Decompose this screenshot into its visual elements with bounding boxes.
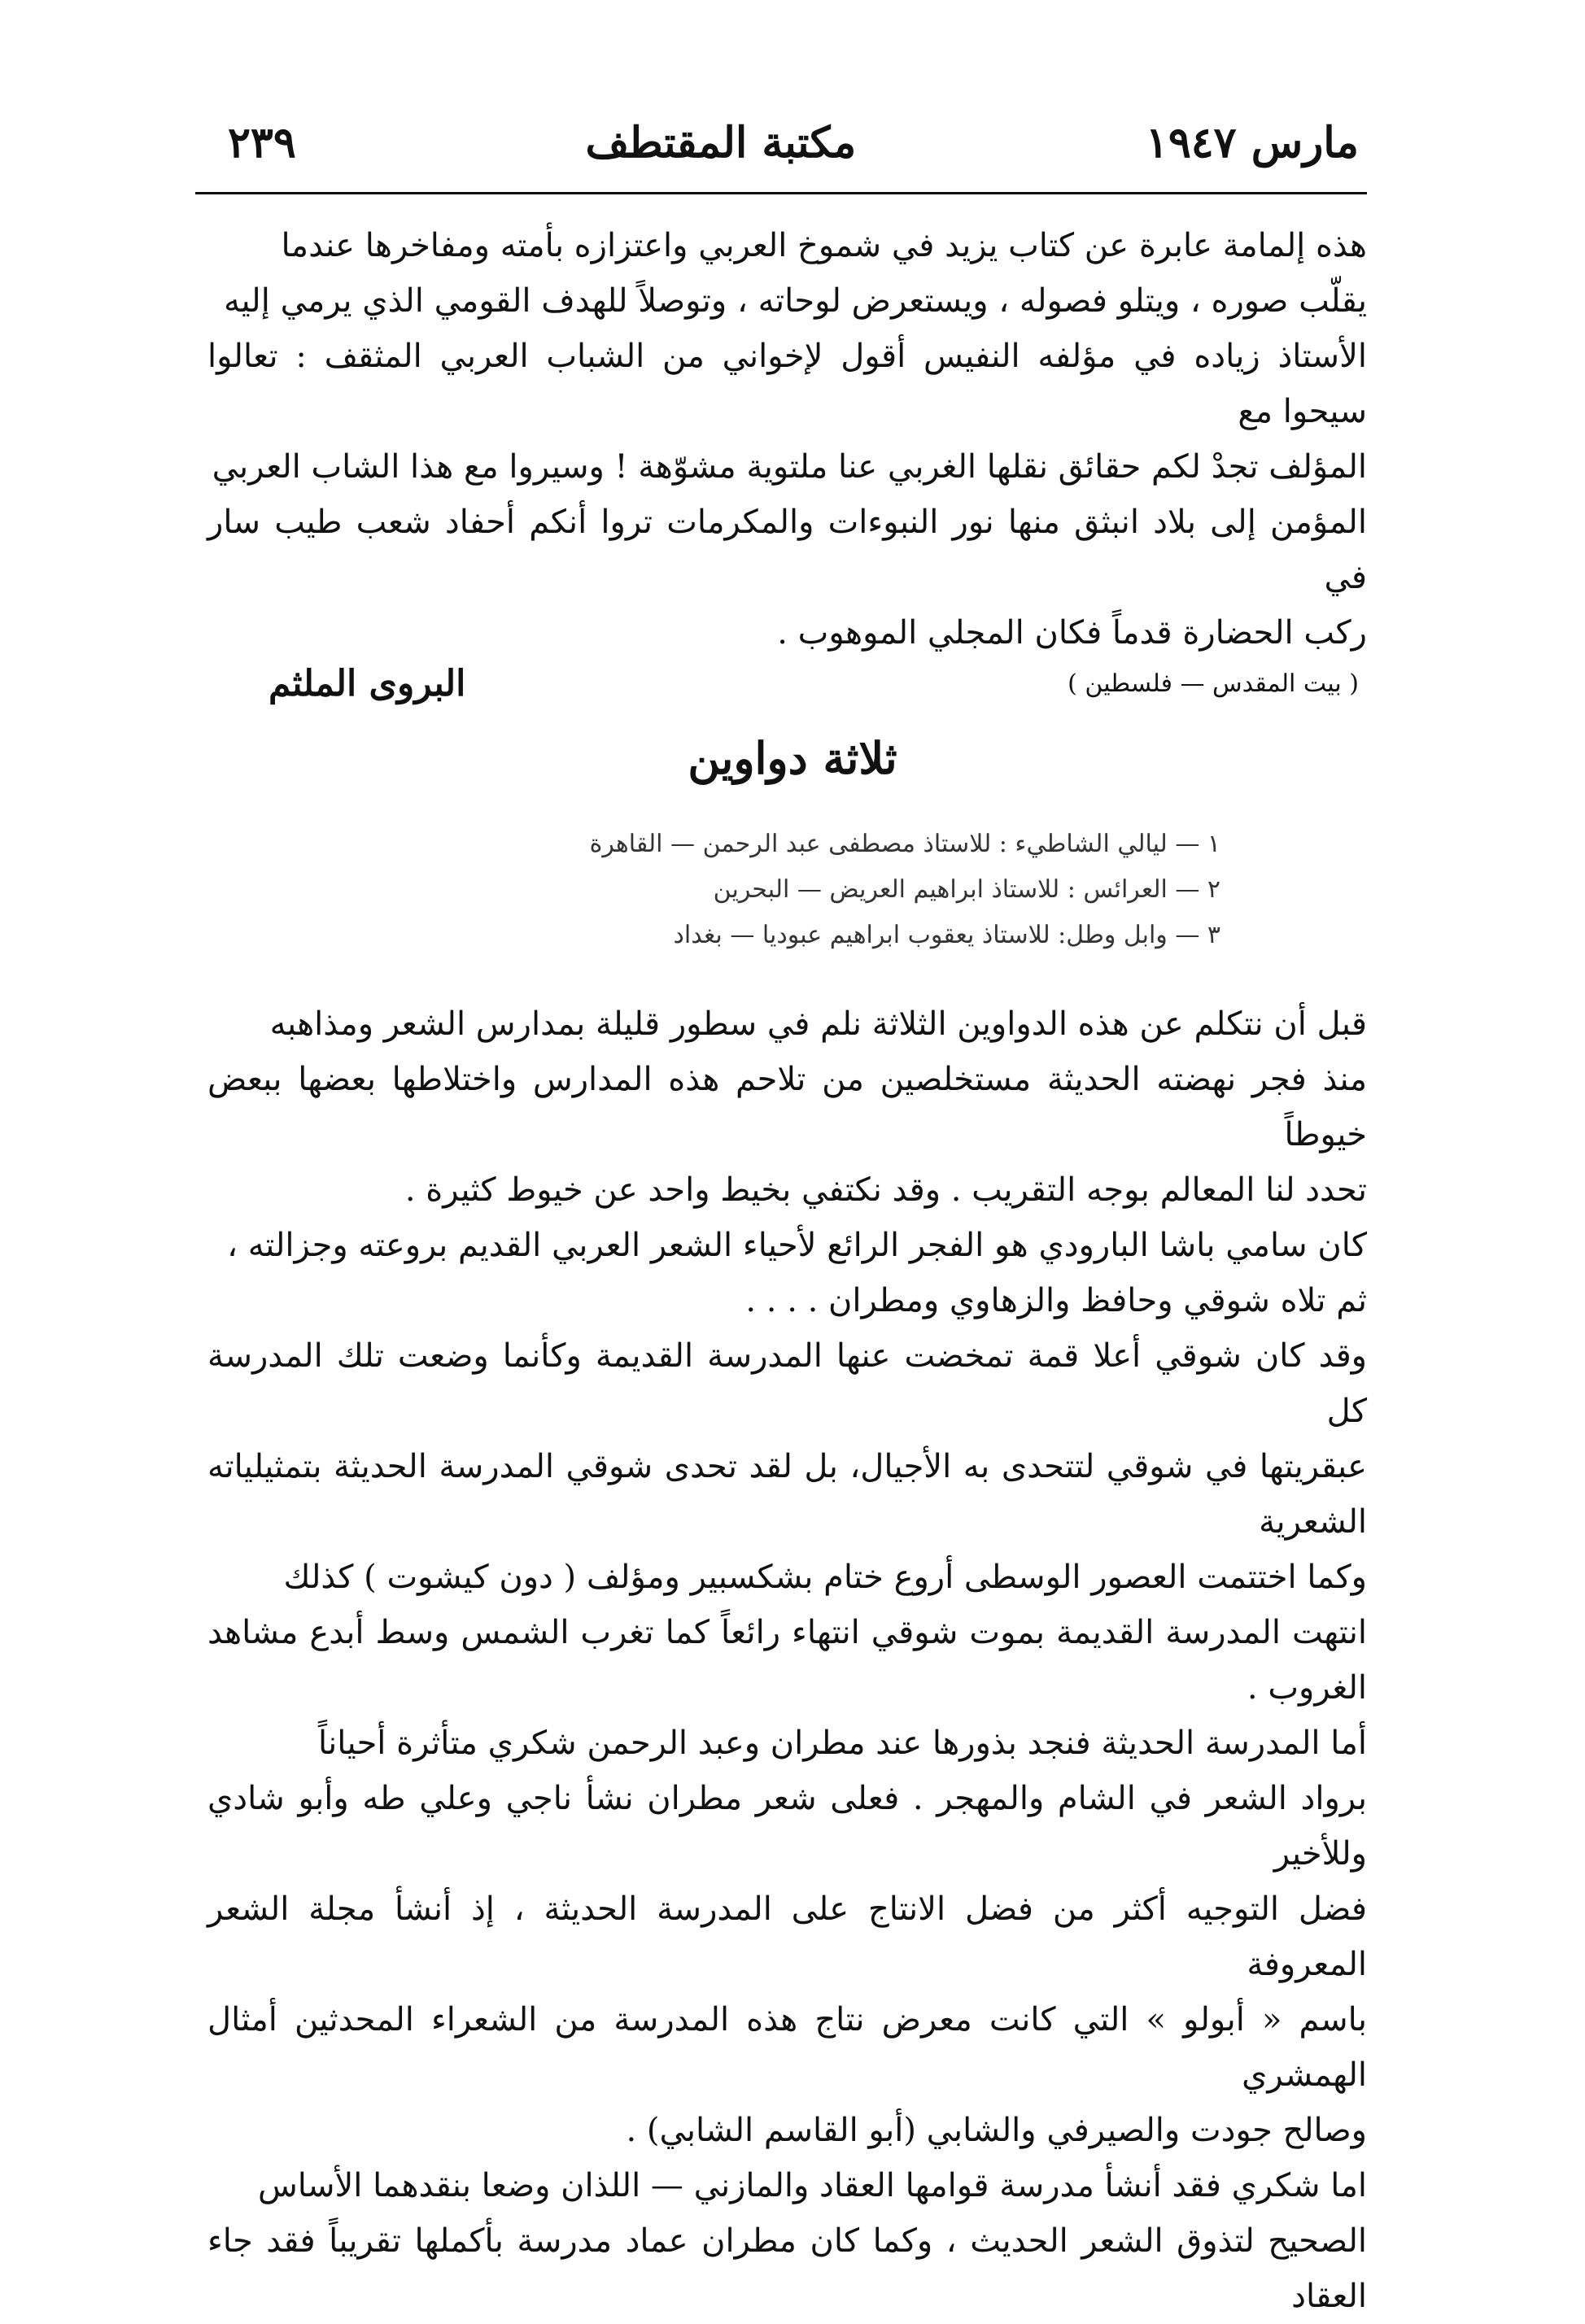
text-line: أما المدرسة الحديثة فنجد بذورها عند مطران وعبد الرحمن شكري متأثرة أحياناً [317,1724,1367,1762]
header-date: مارس ١٩٤٧ [1145,117,1359,168]
text-line: اما شكري فقد أنشأ مدرسة قوامها العقاد والمازني — اللذان وضعا بنقدهما الأساس [257,2167,1367,2204]
signature-row [269,657,1359,709]
text-line: فضل التوجيه أكثر من فضل الانتاج على المدرسة الحديثة ، إذ أنشأ مجلة الشعر المعروفة [207,1890,1367,1983]
text-line: منذ فجر نهضته الحديثة مستخلصين من تلاحم هذه المدارس واختلاطها بعضها ببعض خيوطاً [207,1061,1367,1153]
list-item: ٣ — وابل وطل: للاستاذ يعقوب ابراهيم عبوديا — بغداد [673,921,1220,949]
text-line: الصحيح لتذوق الشعر الحديث ، وكما كان مطران عماد مدرسة بأكملها تقريباً فقد جاء العقاد [207,2222,1367,2315]
text-line: المؤلف تجدْ لكم حقائق نقلها الغربي عنا ملتوية مشوّهة ! وسيروا مع هذا الشاب العربي [212,448,1367,486]
text-line: وقد كان شوقي أعلا قمة تمخضت عنها المدرسة القديمة وكأنما وضعت تلك المدرسة كل [207,1337,1367,1430]
text-line: المؤمن إلى بلاد انبثق منها نور النبوءات والمكرمات تروا أنكم أحفاد شعب طيب سار في [207,504,1367,596]
text-line: قبل أن نتكلم عن هذه الدواوين الثلاثة نلم في سطور قليلة بمدارس الشعر ومذاهبه [269,1005,1367,1043]
text-line: هذه إلمامة عابرة عن كتاب يزيد في شموخ العربي واعتزازه بأمته ومفاخرها عندما [281,227,1367,264]
header-section-title: مكتبة المقتطف [585,117,857,168]
text-line: وكما اختتمت العصور الوسطى أروع ختام بشكسبير ومؤلف ( دون كيشوت ) كذلك [283,1559,1367,1596]
text-line: الأستاذ زياده في مؤلفه النفيس أقول لإخواني من الشباب العربي المثقف : تعالوا سيحوا مع [207,338,1367,430]
page-header [228,114,1359,171]
text-line: برواد الشعر في الشام والمهجر . فعلى شعر مطران نشأ ناجي وعلي طه وأبو شادي وللأخير [207,1780,1367,1873]
header-rule [195,192,1367,194]
list-item: ١ — ليالي الشاطيء : للاستاذ مصطفى عبد الرحمن — القاهرة [589,830,1220,858]
diwan-list [456,822,1220,958]
body-paragraph [207,1716,1367,2158]
section-title: ثلاثة دواوين [688,732,897,784]
text-line: باسم « أبولو » التي كانت معرض نتاج هذه المدرسة من الشعراء المحدثين أمثال الهمشري [207,2001,1367,2094]
page-number: ٢٣٩ [228,117,296,168]
text-line: عبقريتها في شوقي لتتحدى به الأجيال، بل لقد تحدى شوقي المدرسة الحديثة بتمثيلياته الشعرية [207,1448,1367,1541]
text-line: يقلّب صوره ، ويتلو فصوله ، ويستعرض لوحاته ، وتوصلاً للهدف القومي الذي يرمي إليه [224,282,1367,320]
text-line: ثم تلاه شوقي وحافظ والزهاوي ومطران . . . . [745,1282,1367,1319]
article-body [207,996,1367,2324]
body-paragraph [207,996,1367,1218]
body-paragraph [207,1218,1367,1328]
body-paragraph [207,2158,1367,2324]
text-line: تحدد لنا المعالم بوجه التقريب . وقد نكتفي بخيط واحد عن خيوط كثيرة . [404,1171,1367,1209]
list-item: ٢ — العرائس : للاستاذ ابراهيم العريض — البحرين [713,875,1220,904]
text-line: وصالح جودت والصيرفي والشابي (أبو القاسم الشابي) . [626,2112,1367,2149]
body-paragraph [207,1328,1367,1716]
signature-place: ( بيت المقدس — فلسطين ) [1068,669,1359,698]
text-line: ركب الحضارة قدماً فكان المجلي الموهوب . [777,614,1367,652]
intro-paragraph [207,218,1367,661]
text-line: انتهت المدرسة القديمة بموت شوقي انتهاء رائعاً كما تغرب الشمس وسط أبدع مشاهد الغروب . [207,1614,1367,1707]
text-line: كان سامي باشا البارودي هو الفجر الرائع لأحياء الشعر العربي القديم بروعته وجزالته ، [227,1227,1367,1264]
signature-author: البروى الملثم [269,662,466,704]
